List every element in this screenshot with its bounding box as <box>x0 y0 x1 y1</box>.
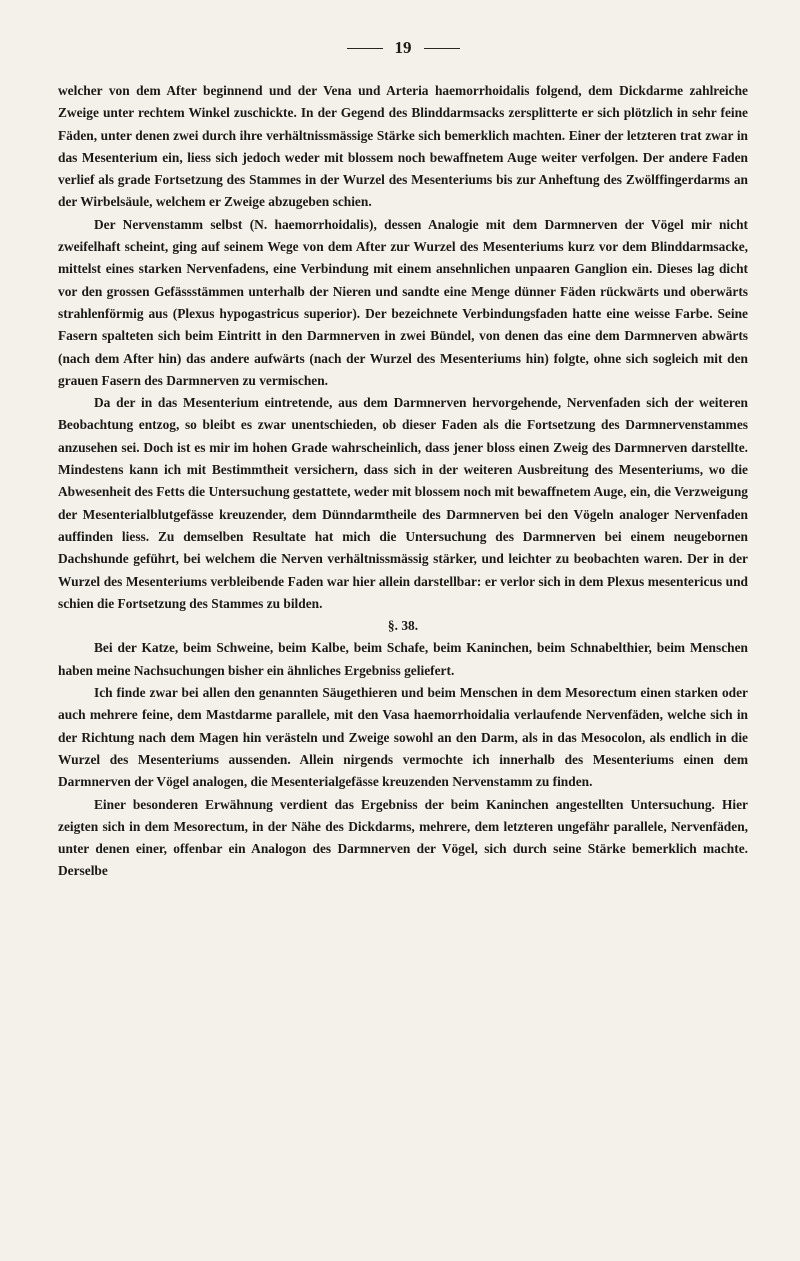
page-header <box>58 38 748 58</box>
paragraph: Da der in das Mesenterium eintretende, aus dem Darmnerven hervorgehende, Nervenfaden sich der weiteren Beobachtung entzog, so bleibt es zwar unentschieden, ob dieser Faden als die Fortsetzung des Darmnervenstammes anzusehen sei. Doch ist es mir im hohen Grade wahrscheinlich, dass jener bloss einen Zweig des Darmnerven darstellte. Mindestens kann ich mit Bestimmtheit versichern, dass sich in der weiteren Ausbreitung des Mesenteriums, wo die Abwesenheit des Fetts die Untersuchung gestattete, weder mit blossem noch mit bewaffnetem Auge, ein, die Verzweigung der Mesenterialblutgefässe kreuzender, dem Dünndarmtheile des Darmnerven bei den Vögeln analoger Nervenfaden auffinden liess. Zu demselben Resultate hat mich die Untersuchung des Darmnerven bei einem neugebornen Dachshunde geführt, bei welchem die Nerven verhältnissmässig stärker, und leichter zu beobachten waren. Der in der Wurzel des Mesenteriums verbleibende Faden war hier allein darstellbar: er verlor sich in dem Plexus mesentericus und schien die Fortsetzung des Stammes zu bilden. <box>58 395 748 611</box>
paragraph: Bei der Katze, beim Schweine, beim Kalbe, beim Schafe, beim Kaninchen, beim Schnabelthier, beim Menschen haben meine Nachsuchungen bisher ein ähnliches Ergebniss geliefert. <box>58 640 748 678</box>
section-heading: §. 38. <box>387 618 419 634</box>
paragraph: Der Nervenstamm selbst (N. haemorrhoidalis), dessen Analogie mit dem Darmnerven der Vögel mir nicht zweifelhaft scheint, ging auf seinem Wege von dem After zur Wurzel des Mesenteriums kurz vor dem Blinddarmsacke, mittelst eines starken Nervenfadens, eine Verbindung mit einem ansehnlichen unpaaren Ganglion ein. Dieses lag dicht vor den grossen Gefässstämmen unterhalb der Nieren und sandte eine Menge dünner Fäden rückwärts und oberwärts strahlenförmig aus (Plexus hypogastricus superior). Der bezeichnete Verbindungsfaden hatte eine weisse Farbe. Seine Fasern spalteten sich beim Eintritt in den Darmnerven in zwei Bündel, von denen das eine dem Darmnerven abwärts (nach dem After hin) das andere aufwärts (nach der Wurzel des Mesenteriums hin) folgte, ohne sich sogleich mit den grauen Fasern des Darmnerven zu vermischen. <box>58 216 748 388</box>
paragraph: Ich finde zwar bei allen den genannten Säugethieren und beim Menschen in dem Mesorectum einen starken oder auch mehrere feine, dem Mastdarme parallele, mit den Vasa haemorrhoidalia verlaufende Nervenfäden, welche sich in der Richtung nach dem Magen hin verästeln und Zweige sowohl an den Darm, als in das Mesocolon, als endlich in die Wurzel des Mesenteriums aussenden. Allein nirgends vermochte ich innerhalb des Mesenteriums einen dem Darmnerven der Vögel analogen, die Mesenterialgefässe kreuzenden Nervenstamm zu finden. <box>58 685 748 790</box>
paragraph-continuation: welcher von dem After beginnend und der Vena und Arteria haemorrhoidalis folgend, dem Dickdarme zahlreiche Zweige unter rechtem Winkel zuschickte. In der Gegend des Blinddarmsacks zersplitterte er sich plötzlich in sehr feine Fäden, unter denen zwei durch ihre verhältnissmässige Stärke sich bemerklich machten. Einer der letzteren trat zwar in das Mesenterium ein, liess sich jedoch weder mit blossem noch bewaffnetem Auge weiter verfolgen. Der andere Faden verlief als grade Fortsetzung des Stammes in der Wurzel des Mesenteriums bis zur Anheftung des Zwölffingerdarms an der Wirbelsäule, welchem er Zweige abzugeben schien. <box>58 83 748 210</box>
header-rule-left <box>347 48 383 49</box>
paragraph: Einer besonderen Erwähnung verdient das Ergebniss der beim Kaninchen angestellten Untersuchung. Hier zeigten sich in dem Mesorectum, in der Nähe des Dickdarms, mehrere, dem letzteren ungefähr parallele, Nervenfäden, unter denen einer, offenbar ein Analogon des Darmnerven der Vögel, sich durch seine Stärke bemerklich machte. Derselbe <box>58 796 748 879</box>
body-text <box>58 80 748 883</box>
page-number: 19 <box>394 38 412 57</box>
header-rule-right <box>424 48 460 49</box>
